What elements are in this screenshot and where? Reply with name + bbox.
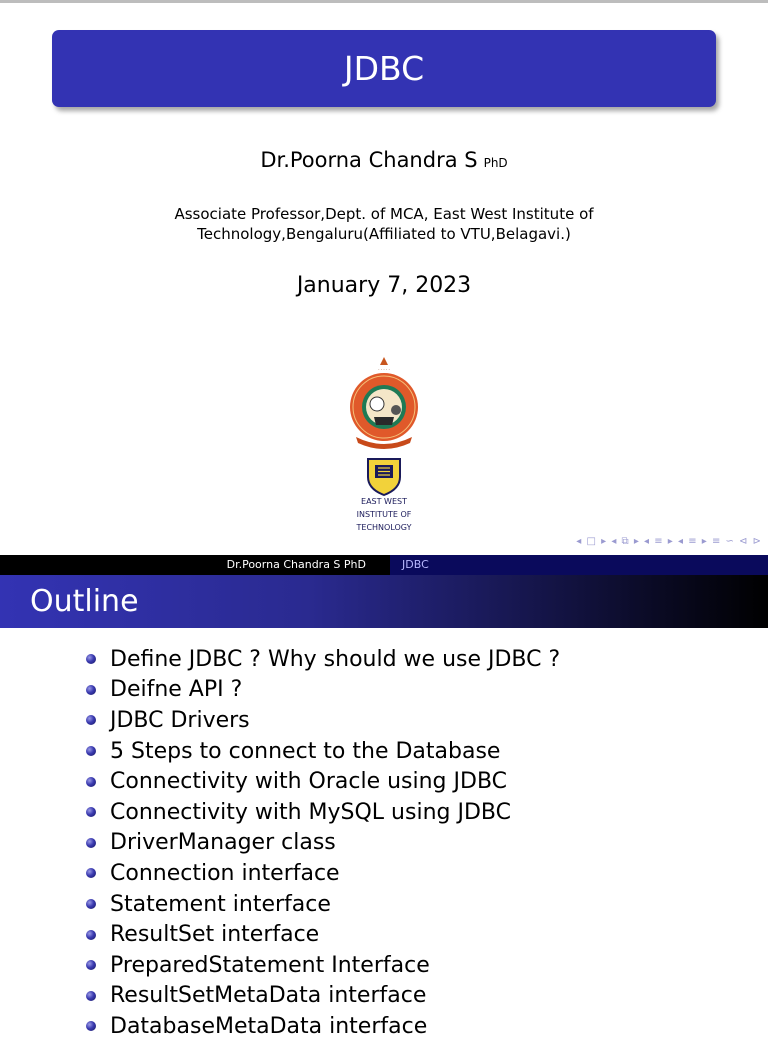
- bullet-icon: [86, 868, 96, 878]
- list-item: [86, 828, 560, 859]
- list-item: [86, 889, 560, 920]
- institute-line-2: Technology,Bengaluru(Affiliated to VTU,Belagavi.): [197, 225, 571, 243]
- author-degree: PhD: [483, 156, 508, 170]
- list-item-label: PreparedStatement Interface: [110, 952, 430, 978]
- bullet-icon: [86, 807, 96, 817]
- svg-text:TECHNOLOGY: TECHNOLOGY: [356, 523, 412, 532]
- bullet-icon: [86, 715, 96, 725]
- list-item-label: Connectivity with MySQL using JDBC: [110, 799, 511, 825]
- list-item-label: JDBC Drivers: [110, 707, 250, 733]
- footer-author: Dr.Poorna Chandra S PhD: [226, 558, 366, 571]
- list-item-label: DatabaseMetaData interface: [110, 1013, 428, 1039]
- footer-title: JDBC: [390, 555, 768, 575]
- list-item-label: Define JDBC ? Why should we use JDBC ?: [110, 646, 561, 672]
- list-item: [86, 675, 560, 706]
- institute-line-1: Associate Professor,Dept. of MCA, East West Institute of: [174, 205, 594, 223]
- list-item: [86, 705, 560, 736]
- list-item: [86, 981, 560, 1012]
- title-box: [52, 30, 716, 107]
- list-item: [86, 766, 560, 797]
- institute-logo: [334, 355, 434, 535]
- bullet-icon: [86, 1021, 96, 1031]
- bullet-icon: [86, 930, 96, 940]
- frame-title-bar: [0, 575, 768, 628]
- slide-title: JDBC: [343, 49, 425, 88]
- bullet-icon: [86, 685, 96, 695]
- list-item: [86, 797, 560, 828]
- list-item: [86, 736, 560, 767]
- list-item-label: Deifne API ?: [110, 677, 243, 703]
- bullet-icon: [86, 746, 96, 756]
- list-item: [86, 919, 560, 950]
- author-name: Dr.Poorna Chandra S: [260, 148, 478, 172]
- list-item-label: ResultSet interface: [110, 922, 320, 948]
- frame-title: Outline: [30, 584, 139, 619]
- bullet-icon: [86, 991, 96, 1001]
- svg-text:· · · · ·: · · · · ·: [378, 367, 390, 372]
- beamer-navigation-icons[interactable]: ◂ □ ▸ ◂ ⧉ ▸ ◂ ≡ ▸ ◂ ≡ ▸ ≡ ∽ ⊲ ⊳: [576, 536, 762, 547]
- bullet-icon: [86, 654, 96, 664]
- list-item-label: Statement interface: [110, 891, 331, 917]
- list-item-label: ResultSetMetaData interface: [110, 983, 427, 1009]
- list-item-label: 5 Steps to connect to the Database: [110, 738, 501, 764]
- title-slide: [0, 3, 768, 555]
- svg-text:EAST WEST: EAST WEST: [361, 497, 407, 506]
- list-item: [86, 950, 560, 981]
- presentation-date: January 7, 2023: [296, 273, 472, 298]
- list-item: [86, 858, 560, 889]
- bullet-icon: [86, 899, 96, 909]
- institute: [0, 204, 768, 244]
- bullet-icon: [86, 838, 96, 848]
- bullet-icon: [86, 960, 96, 970]
- footer-bar: [0, 555, 768, 575]
- list-item-label: Connection interface: [110, 860, 340, 886]
- list-item: [86, 644, 560, 675]
- list-item-label: Connectivity with Oracle using JDBC: [110, 769, 508, 795]
- author: [0, 148, 768, 172]
- list-item: [86, 1011, 560, 1042]
- outline-list: [86, 644, 560, 1042]
- list-item-label: DriverManager class: [110, 830, 336, 856]
- bullet-icon: [86, 777, 96, 787]
- svg-text:INSTITUTE OF: INSTITUTE OF: [356, 510, 412, 519]
